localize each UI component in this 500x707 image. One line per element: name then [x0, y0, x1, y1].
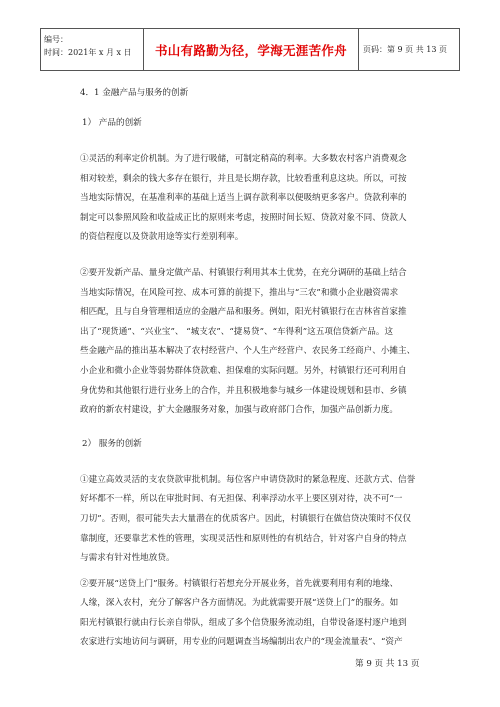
text-line: 刀切”。否则，很可能失去大量潜在的优质客户。因此，村镇银行在做信贷决策时不仅仅	[80, 513, 411, 524]
text-line: 政府的新农村建设，扩大金融服务对象，加强与政府部门合作，加强产品创新力度。	[80, 405, 398, 416]
text-line: 与需求有针对性地放贷。	[80, 553, 175, 564]
text-line: 相匹配，且与自身管理相适应的金融产品和服务。例如，阳光村镇银行在吉林省首家推	[80, 307, 407, 318]
text-line: ②要开发新产品、量身定做产品、村镇银行利用其本土优势，在充分调研的基础上结合	[80, 267, 407, 278]
subsection-title-service: 2） 服务的创新	[82, 438, 142, 449]
text-line: 农家进行实地访问与调研，用专业的问题调查当场编制出农户的“现金流量表”、“资产	[80, 637, 403, 648]
text-line: ①灵活的利率定价机制。为了进行吸储，可制定稍高的利率。大多数农村客户消费观念	[80, 154, 407, 164]
text-line: 小企业和微小企业等弱势群体贷款难、担保难的实际问题。另外，村镇银行还可利用自	[80, 365, 407, 376]
text-line: 好坏都不一样，所以在审批时间、有无担保、利率浮动水平上要区别对待，决不可“一	[80, 494, 403, 505]
text-line: 人缘，深入农村，充分了解客户各方面情况。为此就需要开展“送贷上门”的服务。如	[80, 598, 399, 609]
number-label: 编号：	[44, 35, 68, 44]
text-line: 当地实际情况，在基准利率的基础上适当上调存款利率以便吸纳更多客户。贷款利率的	[80, 193, 407, 204]
text-line: 的资信程度以及贷款用途等实行差别利率。	[80, 232, 244, 243]
subsection-product-body	[80, 150, 425, 421]
text-line: 相对较差，剩余的钱大多存在银行，并且是长期存款，比较看重利息这块。所以，可按	[80, 173, 407, 184]
text-line: 当地实际情况，在风险可控、成本可算的前提下，推出与“三农”和微小企业融资需求	[80, 287, 399, 298]
document-body	[80, 86, 425, 653]
time-label: 时间：2021年 x 月 x 日	[44, 48, 132, 57]
header-meta	[41, 29, 144, 70]
text-line: 些金融产品的推出基本解决了农村经营户、个人生产经营户、农民务工经商户、小摊主、	[80, 346, 416, 357]
page-footer: 第 9 页 共 13 页	[355, 659, 420, 669]
text-line: 靠制度，还要靠艺术性的管理，实现灵活性和原则性的有机结合，针对客户自身的特点	[80, 533, 407, 544]
section-title: 4．1 金融产品与服务的创新	[80, 88, 189, 98]
text-line: 出了“现货通”、“兴业宝”、 “城支农”、“捷易贷”、“车得利”这五项信贷新产品。这	[80, 326, 394, 337]
header-page-info: 页码：第 9 页 共 13 页	[363, 45, 447, 54]
header-motto: 书山有路勤为径，学海无涯苦作舟	[144, 29, 359, 70]
subsection-title-product: 1） 产品的创新	[82, 118, 142, 128]
text-line: ②要开展“送贷上门”服务。村镇银行若想充分开展业务，首先就要利用有利的地缘、	[80, 578, 399, 589]
paragraph	[80, 471, 425, 569]
paragraph	[80, 575, 425, 653]
text-line: ①建立高效灵活的支农贷款审批机制。每位客户申请贷款时的紧急程度、还款方式、信誉	[80, 474, 416, 485]
subsection-service-body	[80, 471, 425, 653]
text-line: 身优势和其他银行进行业务上的合作，并且积极地参与城乡一体建设规划和县市、乡镇	[80, 385, 407, 396]
paragraph	[80, 264, 425, 421]
text-line: 制定可以参照风险和收益成正比的原则来考虑，按照时间长短、贷款对象不同、贷款人	[80, 212, 407, 223]
text-line: 阳光村镇银行就由行长亲自带队，组成了多个信贷服务流动组，自带设备逐村逐户地到	[80, 617, 407, 628]
paragraph	[80, 150, 425, 248]
page-header	[40, 28, 460, 71]
